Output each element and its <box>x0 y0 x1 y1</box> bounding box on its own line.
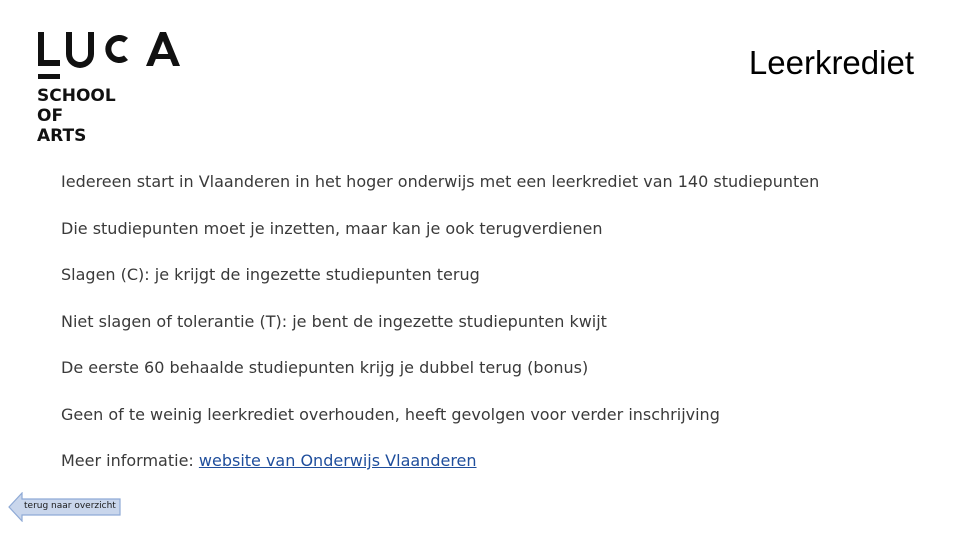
logo-line-of: OF <box>37 106 64 126</box>
list-item: Iedereen start in Vlaanderen in het hoger onderwijs met een leerkrediet van 140 studiepunten <box>61 172 820 191</box>
more-info-label: Meer informatie: <box>61 451 199 470</box>
list-item: Niet slagen of tolerantie (T): je bent de ingezette studiepunten kwijt <box>61 311 607 331</box>
back-to-overview-button[interactable] <box>8 492 122 522</box>
onderwijs-vlaanderen-link[interactable]: website van Onderwijs Vlaanderen <box>198 451 477 470</box>
list-item: De eerste 60 behaalde studiepunten krijg je dubbel terug (bonus) <box>61 358 589 377</box>
page-title: Leerkrediet <box>748 44 914 81</box>
list-item: Die studiepunten moet je inzetten, maar kan je ook terugverdienen <box>61 218 603 238</box>
list-item: Slagen (C): je krijgt de ingezette studiepunten terug <box>61 265 480 284</box>
more-info-line <box>61 451 921 471</box>
logo-subtitle <box>37 86 116 146</box>
bullet-list <box>61 172 921 498</box>
back-button-label: terug naar overzicht <box>24 501 116 511</box>
logo-line-arts: ARTS <box>37 126 87 146</box>
logo-line-school: SCHOOL <box>37 86 116 106</box>
luca-wordmark-icon <box>36 30 186 85</box>
list-item: Geen of te weinig leerkrediet overhouden, heeft gevolgen voor verder inschrijving <box>61 404 720 424</box>
